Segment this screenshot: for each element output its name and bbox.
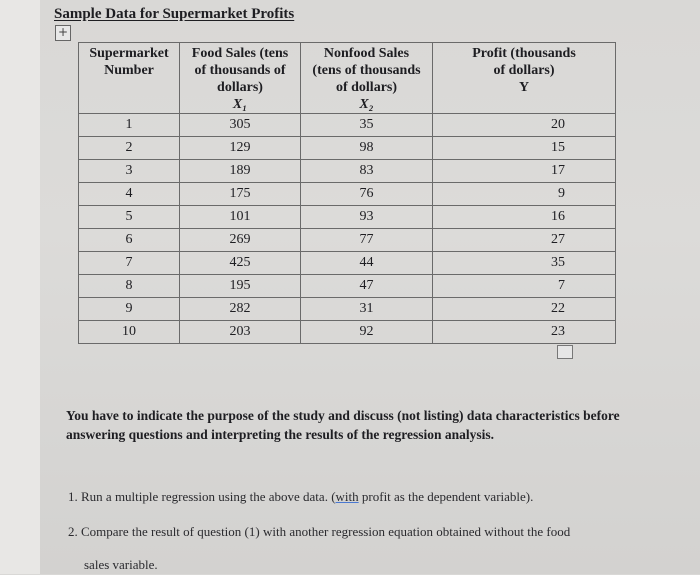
table-row xyxy=(79,160,616,183)
cell-profit: 7 xyxy=(433,275,616,298)
header-line: of thousands of xyxy=(194,63,286,78)
left-margin xyxy=(0,0,40,574)
cell-profit: 23 xyxy=(433,321,616,344)
header-line: Profit (thousands xyxy=(472,46,576,61)
table-row xyxy=(79,206,616,229)
cell-profit: 17 xyxy=(433,160,616,183)
table-row xyxy=(79,137,616,160)
cell-nonfood-sales: 92 xyxy=(301,321,433,344)
move-handle-icon[interactable]: + xyxy=(55,25,71,41)
cell-number: 10 xyxy=(79,321,180,344)
header-line: Food Sales (tens xyxy=(191,46,289,61)
cell-food-sales: 282 xyxy=(180,298,301,321)
cell-profit: 35 xyxy=(433,252,616,275)
table-row xyxy=(79,183,616,206)
cell-nonfood-sales: 77 xyxy=(301,229,433,252)
cell-nonfood-sales: 35 xyxy=(301,114,433,137)
cell-profit: 9 xyxy=(433,183,616,206)
question-1 xyxy=(68,487,533,507)
cell-food-sales: 269 xyxy=(180,229,301,252)
header-food-sales xyxy=(180,43,301,114)
instructions-text: You have to indicate the purpose of the study and discuss (not listing) data characteristics before answering questions and interpreting the results of the regression analysis. xyxy=(66,408,620,442)
header-supermarket-number xyxy=(79,43,180,114)
data-table xyxy=(78,42,616,344)
header-line: of dollars) xyxy=(493,63,555,78)
table-row xyxy=(79,229,616,252)
table-row xyxy=(79,114,616,137)
cell-profit: 27 xyxy=(433,229,616,252)
header-line: dollars) xyxy=(217,80,263,95)
cell-nonfood-sales: 31 xyxy=(301,298,433,321)
cell-food-sales: 305 xyxy=(180,114,301,137)
question-2: 2. Compare the result of question (1) with another regression equation obtained without the food xyxy=(68,524,571,539)
cell-number: 3 xyxy=(79,160,180,183)
cell-number: 5 xyxy=(79,206,180,229)
cell-food-sales: 129 xyxy=(180,137,301,160)
cell-food-sales: 425 xyxy=(180,252,301,275)
header-variable: Y xyxy=(518,80,530,95)
cell-number: 2 xyxy=(79,137,180,160)
cell-nonfood-sales: 93 xyxy=(301,206,433,229)
cell-food-sales: 189 xyxy=(180,160,301,183)
cell-profit: 22 xyxy=(433,298,616,321)
resize-handle-icon[interactable] xyxy=(557,345,573,359)
cell-nonfood-sales: 83 xyxy=(301,160,433,183)
cell-food-sales: 101 xyxy=(180,206,301,229)
cell-number: 8 xyxy=(79,275,180,298)
page-title: Sample Data for Supermarket Profits xyxy=(54,6,295,22)
header-line: Number xyxy=(104,63,154,78)
cell-profit: 16 xyxy=(433,206,616,229)
cell-profit: 20 xyxy=(433,114,616,137)
question-1-underlined: with xyxy=(335,489,359,504)
header-variable: X₁ xyxy=(232,97,248,112)
table-row xyxy=(79,321,616,344)
cell-number: 7 xyxy=(79,252,180,275)
question-1-prefix: 1. Run a multiple regression using the above data. ( xyxy=(68,489,336,504)
question-1-suffix: profit as the dependent variable). xyxy=(358,489,534,504)
cell-profit: 15 xyxy=(433,137,616,160)
cell-food-sales: 203 xyxy=(180,321,301,344)
cell-nonfood-sales: 76 xyxy=(301,183,433,206)
cell-number: 9 xyxy=(79,298,180,321)
cell-food-sales: 195 xyxy=(180,275,301,298)
cell-food-sales: 175 xyxy=(180,183,301,206)
cell-nonfood-sales: 47 xyxy=(301,275,433,298)
header-variable: X₂ xyxy=(359,97,374,112)
table-row xyxy=(79,275,616,298)
table-row xyxy=(79,252,616,275)
header-line: Supermarket xyxy=(89,46,169,61)
header-line: (tens of thousands xyxy=(312,63,421,78)
question-2-continued: sales variable. xyxy=(84,557,158,572)
header-line: Nonfood Sales xyxy=(323,46,410,61)
cell-nonfood-sales: 44 xyxy=(301,252,433,275)
cell-number: 4 xyxy=(79,183,180,206)
cell-nonfood-sales: 98 xyxy=(301,137,433,160)
header-nonfood-sales xyxy=(301,43,433,114)
header-line: of dollars) xyxy=(335,80,398,95)
header-profit xyxy=(433,43,616,114)
cell-number: 1 xyxy=(79,114,180,137)
table-row xyxy=(79,298,616,321)
table-header-row xyxy=(79,43,616,114)
cell-number: 6 xyxy=(79,229,180,252)
